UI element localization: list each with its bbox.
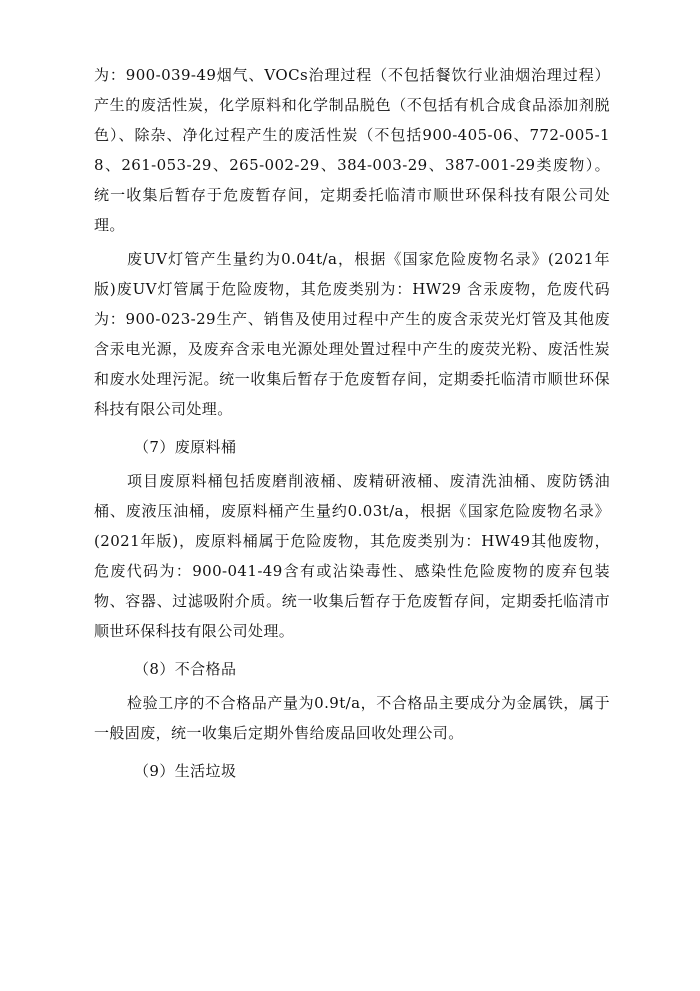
paragraph-uv-lamp: 废UV灯管产生量约为0.04t/a，根据《国家危险废物名录》(2021年版)废UV灯管属于危险废物，其危废类别为：HW29 含汞废物，危废代码为：900-023-29生产、销售及使用过程中产生的废含汞荧光灯管及其他废含汞电光源，及废弃含汞电光源处理处置过程中产生的废荧光粉、废活性炭和废水处理污泥。统一收集后暂存于危废暂存间，定期委托临清市顺世环保科技有限公司处理。: [94, 250, 610, 418]
section-heading-8: （8）不合格品: [134, 660, 237, 678]
section-heading-9: （9）生活垃圾: [134, 762, 237, 780]
paragraph-raw-material-barrels: 项目废原料桶包括废磨削液桶、废精研液桶、废清洗油桶、废防锈油桶、废液压油桶，废原料桶产生量约0.03t/a，根据《国家危险废物名录》(2021年版)，废原料桶属于危险废物，其危废类别为：HW49其他废物，危废代码为：900-041-49含有或沾染毒性、感染性危险废物的废弃包装物、容器、过滤吸附介质。统一收集后暂存于危废暂存间，定期委托临清市顺世环保科技有限公司处理。: [94, 472, 610, 640]
paragraph-defective-products: 检验工序的不合格品产量为0.9t/a，不合格品主要成分为金属铁，属于一般固废，统一收集后定期外售给废品回收处理公司。: [94, 694, 610, 742]
paragraph-activated-carbon: 为：900-039-49烟气、VOCs治理过程（不包括餐饮行业油烟治理过程）产生的废活性炭，化学原料和化学制品脱色（不包括有机合成食品添加剂脱色）、除杂、净化过程产生的废活性炭（不包括900-405-06、772-005-18、261-053-29、265-002-29、384-003-29、387-001-29类废物）。统一收集后暂存于危废暂存间，定期委托临清市顺世环保科技有限公司处理。: [94, 66, 610, 234]
section-heading-7: （7）废原料桶: [134, 438, 237, 456]
document-body: [94, 60, 610, 790]
